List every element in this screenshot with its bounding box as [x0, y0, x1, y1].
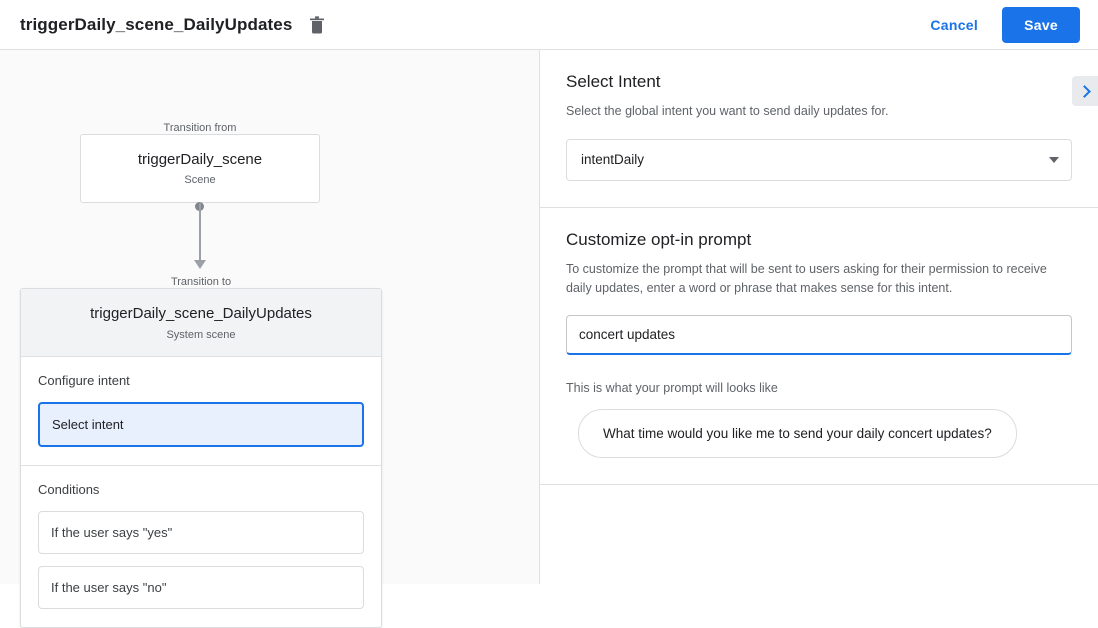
chevron-down-icon: [1049, 157, 1059, 163]
scene-graph-pane: [0, 50, 540, 595]
connector-line: [199, 203, 201, 267]
select-intent-heading: Select Intent: [566, 72, 661, 91]
conditions-title: Conditions: [38, 482, 100, 497]
save-button[interactable]: Save: [1002, 7, 1080, 43]
select-intent-description: Select the global intent you want to send daily updates for.: [566, 104, 889, 118]
chevron-right-icon[interactable]: [1072, 76, 1098, 106]
prompt-preview-bubble: What time would you like me to send your daily concert updates?: [578, 409, 1017, 458]
node-from-title: triggerDaily_scene: [137, 151, 263, 168]
intent-select-value: intentDaily: [581, 152, 645, 168]
condition-item-yes[interactable]: If the user says "yes": [38, 511, 364, 554]
select-intent-chip[interactable]: Select intent: [38, 402, 364, 447]
node-transition-from[interactable]: [80, 134, 320, 203]
trash-icon[interactable]: [306, 14, 328, 36]
condition-item-no[interactable]: If the user says "no": [38, 566, 364, 609]
transition-to-label: Transition to: [170, 276, 232, 288]
cancel-button[interactable]: Cancel: [916, 9, 992, 41]
opt-in-phrase-input[interactable]: [566, 315, 1072, 355]
node-to-subtitle: System scene: [166, 329, 236, 341]
page-title: triggerDaily_scene_DailyUpdates: [20, 14, 293, 34]
node-to-title: triggerDaily_scene_DailyUpdates: [90, 305, 312, 322]
app-header: [0, 0, 1098, 50]
connector-arrow-icon: [194, 260, 206, 269]
configure-intent-section: [21, 357, 381, 466]
customize-prompt-heading: Customize opt-in prompt: [566, 229, 752, 249]
transition-from-label: Transition from: [163, 122, 237, 134]
select-intent-section: [540, 50, 1098, 208]
customize-prompt-description: To customize the prompt that will be sent to users asking for their permission to receive daily updates, enter a word or phrase that makes sense for this intent.: [566, 261, 1047, 295]
customize-prompt-section: [540, 208, 1098, 486]
preview-label: This is what your prompt will looks like: [566, 381, 778, 396]
node-to-header[interactable]: [21, 289, 381, 357]
conditions-section: [21, 466, 381, 627]
node-from-subtitle: Scene: [184, 174, 216, 186]
node-transition-to-card: [20, 288, 382, 628]
detail-pane: [540, 50, 1098, 584]
configure-intent-title: Configure intent: [38, 373, 130, 388]
main-body: [0, 50, 1098, 595]
intent-select[interactable]: [566, 139, 1072, 181]
